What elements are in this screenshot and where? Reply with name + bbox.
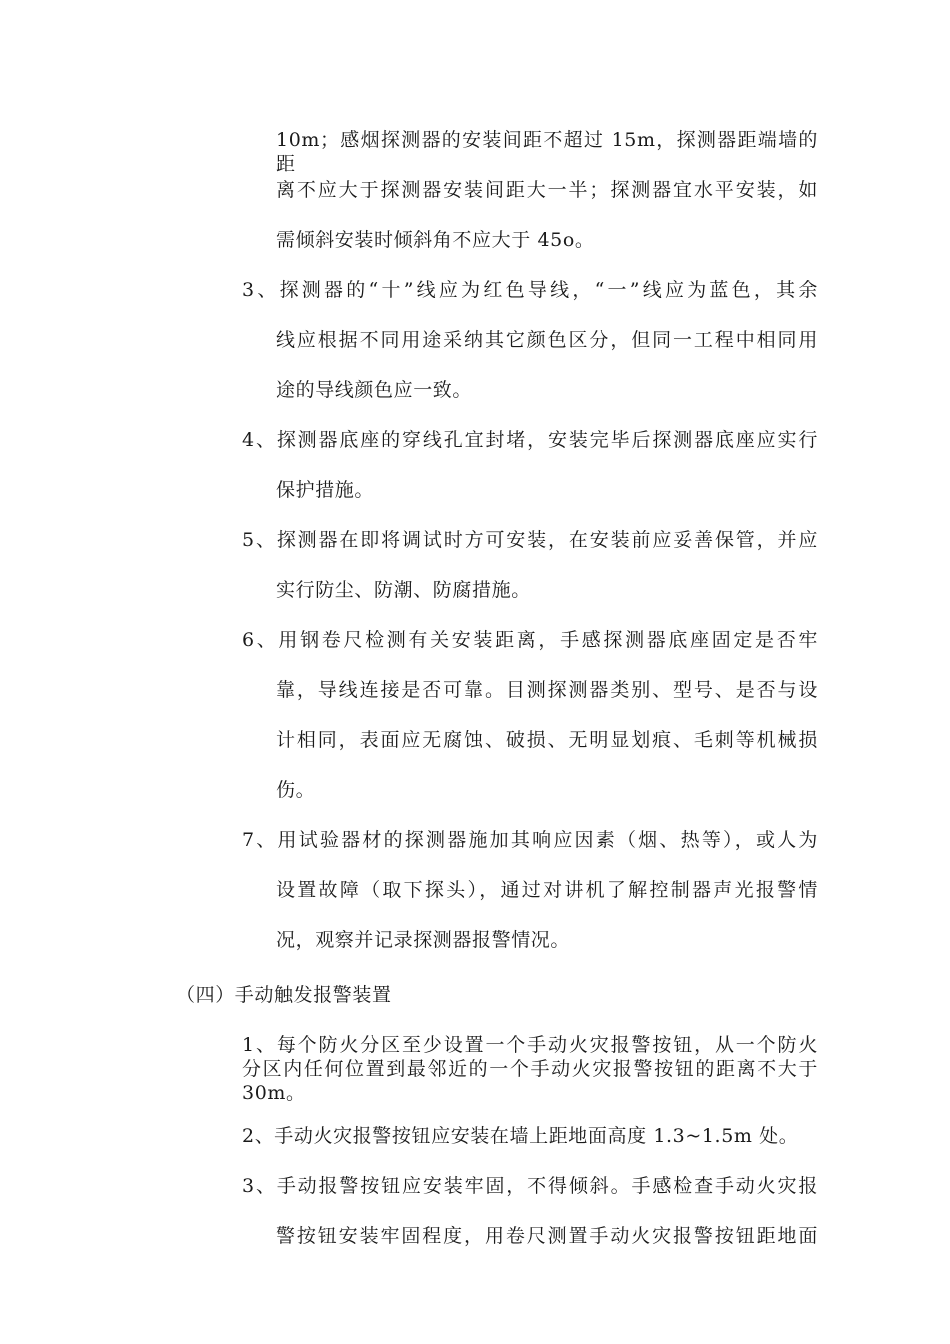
list-item-b3-line-1: 3、手动报警按钮应安装牢固，不得倾斜。手感检查手动火灾报: [242, 1175, 818, 1197]
list-item-6-line-4: 伤。: [276, 779, 316, 801]
list-item-3-line-1: 3、探测器的“十”线应为红色导线，“一”线应为蓝色，其余: [242, 279, 818, 301]
section-heading: （四）手动触发报警装置: [176, 984, 392, 1006]
list-item-6-line-3: 计相同，表面应无腐蚀、破损、无明显划痕、毛刺等机械损: [276, 729, 818, 751]
list-item-b1-line-3: 30m。: [242, 1082, 306, 1104]
list-item-5-line-2: 实行防尘、防潮、防腐措施。: [276, 579, 531, 601]
list-item-b1-line-1: 1、每个防火分区至少设置一个手动火灾报警按钮，从一个防火: [242, 1034, 818, 1056]
list-item-b2: 2、手动火灾报警按钮应安装在墙上距地面高度 1.3~1.5m 处。: [242, 1125, 799, 1147]
list-item-3-line-3: 途的导线颜色应一致。: [276, 379, 473, 401]
list-item-3-line-2: 线应根据不同用途采纳其它颜色区分，但同一工程中相同用: [276, 329, 818, 351]
text-line-2: 离不应大于探测器安装间距大一半；探测器宜水平安装，如: [276, 179, 818, 201]
text-line-3: 需倾斜安装时倾斜角不应大于 45o。: [276, 229, 595, 251]
list-item-b1-line-2: 分区内任何位置到最邻近的一个手动火灾报警按钮的距离不大于: [242, 1058, 818, 1080]
list-item-5-line-1: 5、探测器在即将调试时方可安装，在安装前应妥善保管，并应: [242, 529, 818, 551]
list-item-7-line-3: 况，观察并记录探测器报警情况。: [276, 929, 571, 951]
list-item-6-line-1: 6、用钢卷尺检测有关安装距离，手感探测器底座固定是否牢: [242, 629, 818, 651]
list-item-4-line-1: 4、探测器底座的穿线孔宜封堵，安装完毕后探测器底座应实行: [242, 429, 818, 451]
list-item-7-line-2: 设置故障（取下探头），通过对讲机了解控制器声光报警情: [276, 879, 818, 901]
list-item-7-line-1: 7、用试验器材的探测器施加其响应因素（烟、热等），或人为: [242, 829, 818, 851]
list-item-b3-line-2: 警按钮安装牢固程度，用卷尺测置手动火灾报警按钮距地面: [276, 1225, 818, 1247]
list-item-6-line-2: 靠，导线连接是否可靠。目测探测器类别、型号、是否与设: [276, 679, 818, 701]
list-item-4-line-2: 保护措施。: [276, 479, 375, 501]
text-line-1: 10m；感烟探测器的安装间距不超过 15m，探测器距端墙的距: [276, 129, 818, 175]
